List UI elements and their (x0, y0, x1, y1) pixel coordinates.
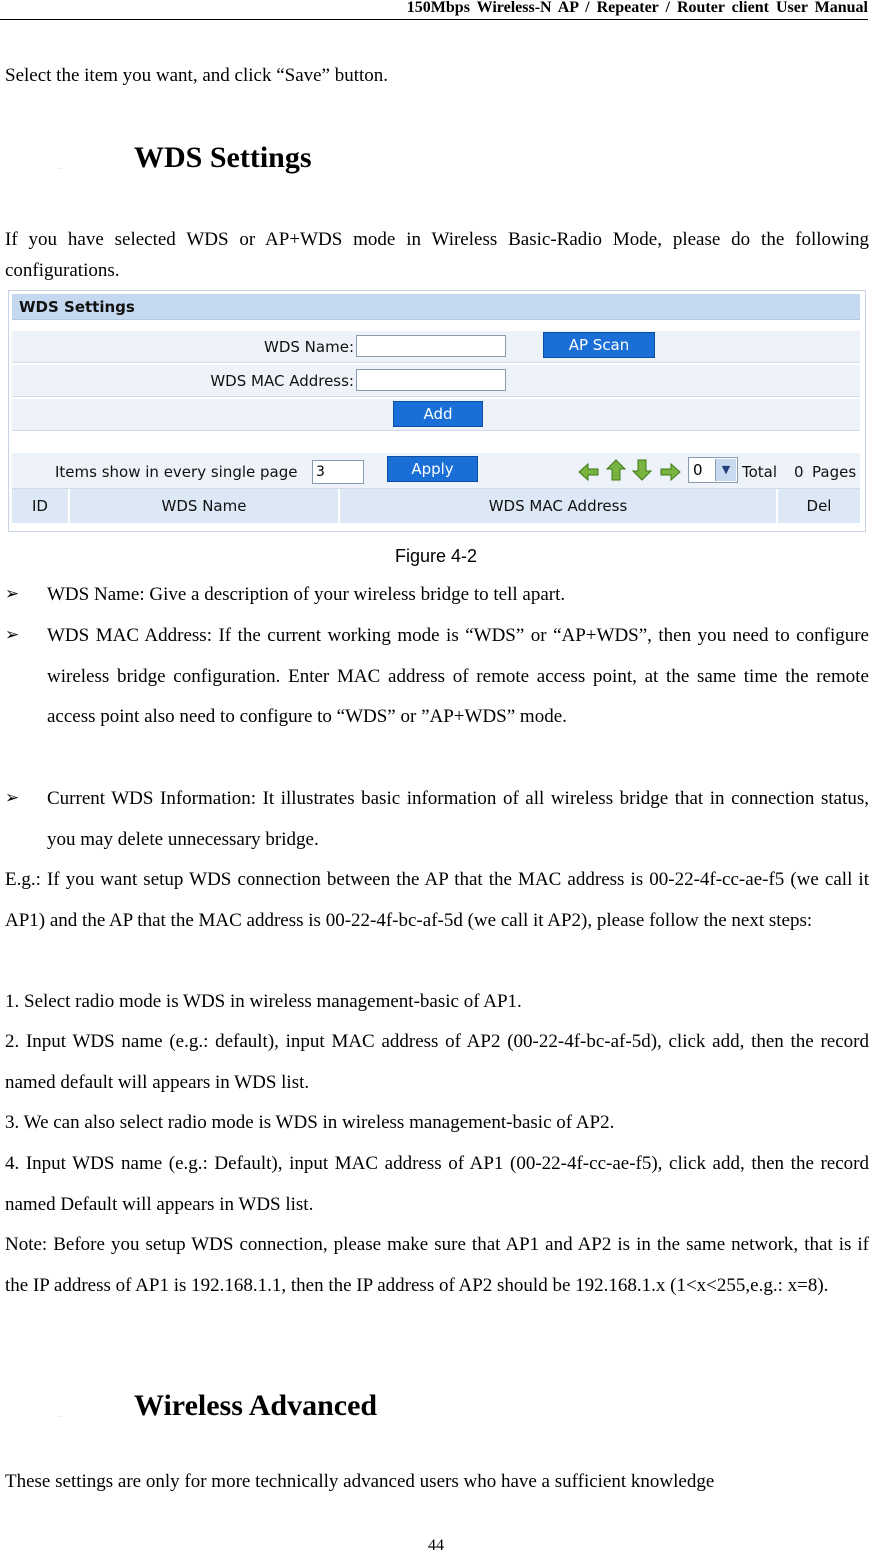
page-number: 44 (428, 1537, 444, 1554)
apply-button[interactable]: Apply (387, 456, 478, 482)
note-paragraph: Note: Before you setup WDS connection, please make sure that AP1 and AP2 is in the same network, that is if the IP address of AP1 is 192.168.1.1, then the IP address of AP2 should be 192.168.1.x (1<x<255,e.g.: x=8). (5, 1234, 869, 1296)
last-page-icon[interactable] (659, 462, 681, 482)
prev-page-icon[interactable] (606, 459, 626, 481)
next-page-icon[interactable] (632, 459, 652, 481)
total-label: Total (742, 463, 778, 481)
figure-title: WDS Settings (12, 294, 860, 320)
pages-label: Pages (812, 463, 857, 481)
wds-mac-row (12, 365, 860, 397)
bullet-arrow-icon: ➢ (5, 584, 20, 603)
wds-intro-paragraph: If you have selected WDS or AP+WDS mode in Wireless Basic-Radio Mode, please do the following configurations. (5, 229, 869, 281)
bullet-arrow-icon: ➢ (5, 625, 20, 644)
pagination-row (12, 453, 860, 489)
column-wds-mac: WDS MAC Address (340, 489, 778, 523)
step-3: 3. We can also select radio mode is WDS in wireless management-basic of AP2. (5, 1112, 615, 1133)
add-row (12, 399, 860, 431)
wds-name-input[interactable] (356, 335, 506, 357)
wds-name-row (12, 331, 860, 363)
page-select[interactable] (688, 457, 738, 483)
bullet-current-info: Current WDS Information: It illustrates basic information of all wireless bridge that in connection status, you may delete unnecessary bridge. (47, 788, 869, 850)
wds-mac-input[interactable] (356, 369, 506, 391)
items-per-page-input[interactable] (312, 460, 364, 484)
intro-text: Select the item you want, and click “Save” button. (5, 65, 389, 86)
wireless-advanced-paragraph: These settings are only for more technically advanced users who have a sufficient knowledge (5, 1471, 715, 1492)
heading-marker: … (57, 1414, 62, 1419)
heading-marker: … (57, 166, 62, 171)
wds-name-label: WDS Name: (264, 338, 354, 356)
dropdown-arrow-icon[interactable]: ▼ (715, 459, 736, 481)
bullet-arrow-icon: ➢ (5, 788, 20, 807)
wds-settings-figure (8, 290, 866, 534)
first-page-icon[interactable] (578, 462, 600, 482)
items-per-page-label: Items show in every single page (55, 463, 298, 481)
example-paragraph: E.g.: If you want setup WDS connection between the AP that the MAC address is 00-22-4f-cc-ae-f5 (we call it AP1) and the AP that the MAC address is 00-22-4f-bc-af-5d (we call it AP2), please follow the next steps: (5, 869, 869, 931)
figure-caption: Figure 4-2 (394, 546, 478, 566)
bullet-wds-mac: WDS MAC Address: If the current working mode is “WDS” or “AP+WDS”, then you need to configure wireless bridge configuration. Enter MAC address of remote access point, at the same time the remote access point also need to configure to “WDS” or ”AP+WDS” mode. (47, 625, 869, 727)
add-button[interactable]: Add (393, 401, 483, 427)
column-wds-name: WDS Name (70, 489, 340, 523)
wds-mac-label: WDS MAC Address: (210, 372, 354, 390)
ap-scan-button[interactable]: AP Scan (543, 332, 655, 358)
step-4: 4. Input WDS name (e.g.: Default), input MAC address of AP1 (00-22-4f-cc-ae-f5), click add, then the record named Default will appears in WDS list. (5, 1153, 869, 1215)
step-2: 2. Input WDS name (e.g.: default), input MAC address of AP2 (00-22-4f-bc-af-5d), click add, then the record named default will appears in WDS list. (5, 1031, 869, 1093)
page-select-value: 0 (693, 461, 703, 479)
bullet-wds-name: WDS Name: Give a description of your wireless bridge to tell apart. (47, 584, 566, 605)
column-del: Del (778, 489, 860, 523)
total-value: 0 (794, 463, 804, 481)
section-title-wireless-advanced: Wireless Advanced (134, 1389, 378, 1422)
column-id: ID (12, 489, 70, 523)
step-1: 1. Select radio mode is WDS in wireless management-basic of AP1. (5, 991, 522, 1012)
section-title-wds: WDS Settings (134, 141, 312, 174)
page-header: 150Mbps Wireless-N AP / Repeater / Router client User Manual (0, 0, 868, 20)
